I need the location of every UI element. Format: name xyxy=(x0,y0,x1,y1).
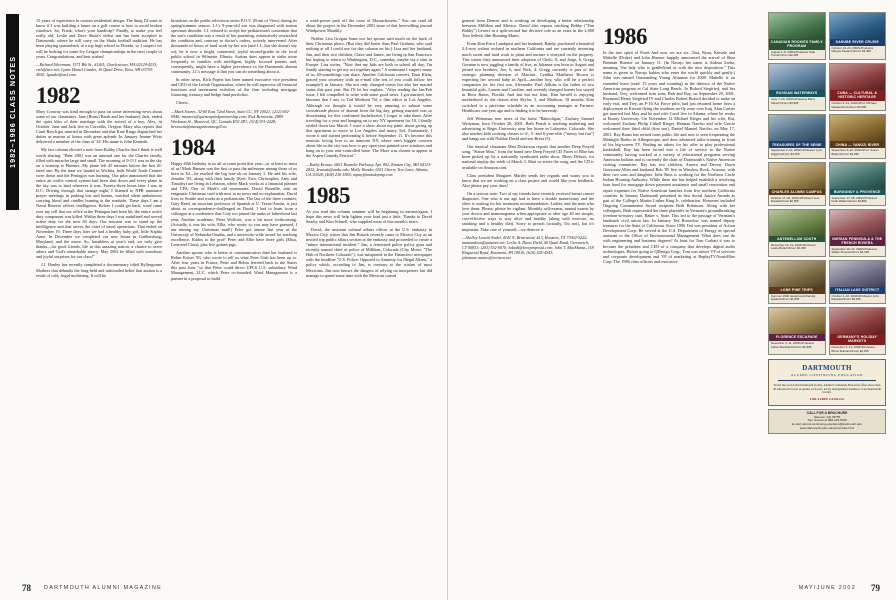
sponsor-subtitle: ALUMNI CONTINUING EDUCATION xyxy=(790,373,864,378)
paragraph: Mary Conway was kind enough to pass on some interesting news about some of our classmates. Jane (Brass) Barth and her husband, Jack, ended the quiet bliss of their marriage with the arrival of a boy, Alex, in October. Jane and Jack live in Corvallis, Oregon. Mary also reports that Carol Resch got married in December and that Kate Ringo dispatched her duties as matron of honor with great aplomb. In January Jeanne Wirtz delivered a member of the class of '24. His name is John Kenneth. xyxy=(36,108,162,145)
ad-tile[interactable] xyxy=(768,12,826,60)
ad-title: CUBA — CULTURAL & HISTORIC HERITAGE xyxy=(830,90,886,101)
ad-caption: October 1–10, 2002\nProfessor John Rassias\nFrom $3,395 xyxy=(831,294,879,302)
column-signature: —Mark Soares, 32-60 East 72nd Street, Suite CC, NY 10021; (212) 692-0946; msoares@questcapitalpartnership.com; Rick Berzowitz, 2889 Workman St., Montreal, QC, Canada H3J 2P1; (514) 931-2428; berzowitz@managementmcgill.ca xyxy=(171,108,290,129)
ad-title: LONE PINE TRIPS xyxy=(769,287,825,294)
page-number-right: 79 xyxy=(871,583,880,593)
ad-image xyxy=(830,163,886,189)
ad-tile[interactable] xyxy=(768,260,826,304)
year-heading-1984: 1984 xyxy=(171,134,215,160)
paragraph: 15 years of experience in custom residential design. The thing I'd want to know if I was building a home on a golf course is how to avoid broken windows. So, Frank, what's your handicap? Finally, to make you feel really old, Leslie and Dave Shula's oldest son has been accepted to Dartmouth, where he will carry on the Shula football tradition. He has been playing quarterback at a top high school in Florida, so I suspect we will be looking for some Ivy League championships in the next couple of years. Congratulations, and best wishes! xyxy=(36,18,162,59)
ad-tile[interactable] xyxy=(768,63,826,111)
ad-caption: August 1–8, 2002\nProfessor Dale Turner\nFrom $2,295 xyxy=(771,50,816,58)
text-column-3 xyxy=(306,18,432,284)
ad-image xyxy=(769,64,825,90)
ad-title: FLORENCE ESCAPADE xyxy=(769,334,825,341)
ad-image xyxy=(769,115,825,141)
ad-tile[interactable] xyxy=(768,307,826,355)
ad-image xyxy=(830,13,886,39)
promo-line-4[interactable]: www.dartmouth.edu/~alumnice/trips.html xyxy=(799,425,855,430)
paragraph: a wind-power park off the coast of Massachusetts." You can read all about the project in the December 2001 issue of that best-selling journal Windpower Monthly. xyxy=(306,18,432,34)
ad-image xyxy=(830,115,886,141)
ad-caption: December 5–13, 2002\nProfessor Bruce Duncan\nFrom $2,195 xyxy=(831,345,875,353)
ad-tile[interactable] xyxy=(829,260,887,304)
ad-caption: September 10–23, 2002\nProfessor Walter Simons\nFrom $4,195 xyxy=(831,246,878,255)
paragraph: Neither Lisa Grogan Sams nor her spouse said much on the back of their Christmas photo. (But they did better than Paul Graham, who said nothing at all I could use for this column on his.) Lisa and her husband, Jim, and their two children, Claire and James, are living in San Francisco but hoping to return to Washington, D.C., someday, maybe via a stint in Europe. Lisa writes, "Now that my kids are both in school all day, I'm finally starting to get my act together again." A sentiment I suspect many of us 40-somethings can share. Another California convert, Dani Klein, graced your secretary with an e-mail (the rest of you could follow her example!) in January. She not only changed coasts but also her marital status this past year. But I'll let her explain. "After reading the Jan/Feb issue, I felt compelled to write with some good news. I got married, late bloomer that I am, to Tod Modisett '94, a film editor in Los Angeles. Although we thought it would be very amusing to submit some crossdecade photos of alumni from the big day, getting married was so disorienting for this confirmed bachelorette, I forgot to take them. After traveling for a year and hanging on to my NY apartment for 10, I finally settled down last March. I wore a show about my panic about giving up that apartment to move to Los Angeles and marry Tod. Fortunately, I wrote it and started performing it before September 11. It's become this neurotic loving love to an innocent NY, where one's biggest concern about life in the city was how to pry open your painted-over windows and hang on to your rent-controlled lease. The More was chosen to appear at the Aspen Comedy Festival." xyxy=(306,36,432,159)
footer-publication-name: DARTMOUTH ALUMNI MAGAZINE xyxy=(44,585,163,591)
year-heading-1985: 1985 xyxy=(306,182,350,208)
ad-title: CHARLES ALUMNI CAMPUS xyxy=(769,189,825,196)
sponsor-brand: DARTMOUTH xyxy=(802,364,852,373)
year-heading-1986: 1986 xyxy=(603,24,647,49)
text-column-1 xyxy=(36,18,162,284)
page-right xyxy=(448,0,896,600)
ad-title: DANUBE RIVER CRUISE xyxy=(830,39,886,46)
ad-tile[interactable] xyxy=(768,209,826,257)
ad-image xyxy=(769,261,825,287)
column-signature: —Shelley Leavitt Nadel, 4141 N. Briarwood, #13, Houston, TX 77002-5222; mamandson@quistnet.net; Leslie A. Davis Diehl, 46 Quail Road, Greenwich, CT 06831; (203) 532-0070; bdaidi@loveproposal.com; John T. MacManus, 118 Ringwood Road, Rosemont, PA 19010; (610) 525-4541; johntmac.manus@verizon.net xyxy=(462,234,594,260)
ad-tile[interactable] xyxy=(829,162,887,206)
sponsor-cta[interactable]: FOR A FREE CATALOG xyxy=(809,396,845,401)
ad-image xyxy=(769,210,825,236)
ad-tile[interactable] xyxy=(768,114,826,158)
promo-line-1: Hanover, NH 03755 xyxy=(813,414,841,419)
ad-grid xyxy=(768,12,886,355)
promo-line-3: E-mail: alumni.continuing.education@dartmouth.edu xyxy=(792,422,862,427)
paragraph: Happy 40th birthday to us all at some point this year—or at least to most of us! Mark Hansen was the first to pass the milestone among those of us born in '62—he reached the big four-oh on January 1. He and his wife, Jennifer '85, along with their family (Keri, Erin, Christopher, Amy and Timothy) are living in Lebanon, where Mark works as a financial planner and CPA. One of Mark's old roommates, David Brunelle, sent an enigmatic Christmas card with next to no news and no explanation. David lives in Seattle and works as a pediatrician. The last of the three roomies, Gary Reed, an associate professor of Spanish at U. Texas-Austin, is just about as correspondence-challenged as David. I had to learn from a colleague at a conference that Cory too joined the ranks of fatherhood last year. Another academic, Peter Wollcott, was a bit more forthcoming. (Actually, it was his wife, Ellie, who wrote; so you may have guessed, I am mining my Christmas mail!) Peter got tenure last year at the University of Nebraska-Omaha, and a university-wide award for teaching excellence. Kudos to the prof! Peter and Ellie have three girls (Elisa, Lena and Clara), plus five guinea pigs. xyxy=(171,160,297,247)
ad-caption: October 17–26, 2002\nProfessor Jere Daniell\nFrom $2,695 xyxy=(771,195,820,203)
ad-caption: December 14–21, 2002\nProfessor Leslie Butler\nFrom $2,495 xyxy=(771,242,816,251)
ad-title: GERMANY'S HOLIDAY MARKETS xyxy=(830,334,886,345)
ad-image xyxy=(830,308,886,334)
ad-title: RUSSIAN WATERWAYS xyxy=(769,90,825,97)
paragraph: In other news, Rich Popert has been named executive vice president and CEO of the Lefrak Organization, where he will supervise all financial functions and investment activities of the firm including mortgage financing, treasury and hedge fund portfolios. xyxy=(171,77,297,98)
ad-image xyxy=(830,210,886,236)
ad-caption: November 3–11, 2002\nProfessor Adrian Randolph\nFrom $2,995 xyxy=(771,341,815,349)
promo-headline: CALL FOR A BROCHURE xyxy=(806,411,848,416)
ad-tile[interactable] xyxy=(829,307,887,355)
ad-caption: September 2–10, 2002\nProfessor Lynn Higgins\nFrom $3,195 xyxy=(771,148,823,156)
paragraph: In the true spirit of Poets And now we are six...Tara, Ryan, Kinsale and Mabelle (Drake) and John Huester happily announced the arrival of Shea Brennan Huester on January 11. (In Navajo her name is Asdzaa Jooba, meaning "the lady who is gentle/kind or with the nice disposition." This name is given to Navajo babies who enter the world quickly and gently.) John was named Outstanding Young Alumnus for 2000. Mabelle is on extended leave (read: 15 years and counting) as the director of the Native American program at Cal State Long Beach. Jo Buford Siegfried, and her husband, Trey, welcomed twin sons, Bob and Ray, on September 29, 2001. Raymond Henry Siegfried IV and Charles Robert Buford decided to make an early exit, and Trey, an F-16 Air Force pilot, had just returned home from a deployment in Kuwait flying the southern no-fly zone over Iraq. Alan Cartier got married last May and he and wife Carol live in Atlanta, where he works at Emory University. On November 12 Michael Rieger and his wife, Rai, welcomed Zachary Philip Cabell Rieger. Herman Narcho and wife Gracie welcomed their third child (first son), Daniel Manuel Narcho, on May 17, 2001. Ray Burns has retired from public life and now is seen frequenting the Midnight Rodeo in Albuquerque, and does advanced tailor-training in front of his big-screen TV. Finding no takers for his offer to play professional basketball, Ray has been forced into a life of service to the Native community, having worked at a variety of educational programs serving American Indians and is currently the chair of Dartmouth's Native American visiting committee. Ray has two children, Aurora and Devon. Dawn Gouvreau-Allen and husband Bob '85 live in Winslow Rock, Arizona, with their two sons and daughter. Julie Russ is working for the Northern Circle Indian Housing Authority. While there she has helped establish a revolving loan fund for mortgage down payment assistance and small renovation and repair expenses for Native American families from five northern California counties. In January Dartmouth presented its first Social Justice Awards as part of the College's Martin Luther King Jr. celebration. Honorees included Ongoing Commitment Award recipient Beth Robinson. Along with her colleagues, Beth represented the three plaintiffs in Vermont's groundbreaking freedom-to-marry case, Baker v. State. This led to the passage of Vermont's landmark civil union law. In January Ted Brussilow was named deputy treasurer for the State of California. Since 1996 Ted was president of Action Development Corp. He served at the U.S. Department of Energy as special assistant to the Office of Environmental Management. What does one do with engineering and business degrees? At least for Tom Carhart it was to become the president and CEO of a company that develops digital audio technologies. Before going to QDesign Corp., Tom was senior VP of services and corporate development and VP of marketing at ReplayTV/SonicBlue Corp. The 1986 class officers and executive xyxy=(603,50,735,264)
paragraph: J.J. Hanley has recently completed a documentary titled Byllesgrame Mothers that debunks the long-held and unfounded belief that autism is a result of cold, frigid mothering. It will be xyxy=(36,262,162,278)
page-number-left: 78 xyxy=(22,583,31,593)
footer-issue-date: MAY/JUNE 2002 xyxy=(798,585,856,591)
paragraph: Cheers. xyxy=(176,100,189,106)
sponsor-body: Travel the world with Dartmouth faculty. Alumni Continuing Education offers more than 30 educational travel programs each year, led by distinguished members of the Dartmouth faculty. xyxy=(772,383,882,395)
ad-caption: September 17–28, 2002\nProfessor Keith Walker\nFrom $3,895 xyxy=(831,195,878,203)
text-column-5 xyxy=(603,18,735,267)
ad-image xyxy=(769,163,825,189)
ad-image xyxy=(830,64,886,90)
ad-image xyxy=(830,261,886,287)
promo-line-2: Tour Greece at 888-228-6068 xyxy=(807,418,847,423)
paragraph: David, the assistant cultural affairs officer at the U.S. embassy in Mexico City, writes that Jim Burack recently came to Mexico City as an invited trip public affairs section at the embassy and proceeded to create a "minor international incident." Jim, a renowned police policy guru and recently named chief of police of Milliken, Colorado (City Motto: "The Hub of Northern Colorado"), was misquoted in the Financiero newspaper with the headline "U.S. Police: Opposed to Amnesty for Illegal Aliens," a policy which, according to Jim, is contrary to the wishes of most Mexicans. Jim now knows the dangers of relying on interpreters but did manage to spend some time with the Mexican consul xyxy=(306,226,432,278)
paragraph: On a serious note: Two of my friends have recently received breast cancer diagnoses. One who is our age had to have a double mastectomy and the other is waiting for her treatment recommendation. Ladies, and the men who love them: Please, please be vigilant. Monthly self-exams, annual exams by your doctor and mammograms when appropriate or after age 40 are simple, cost-effective ways to stay alive and healthy (along with exercise, no smoking and a healthy diet). Sorry to preach (actually, I'm not), but it's important. Take care of yourself—we deserve it. xyxy=(462,190,594,232)
column-signature: —Kathy Krause, 6821 Roanoke Parkway, Apt. 802, Kansas City, MO 64113-2822; kraussk@umkc.edu; Molly Wonder, 6511 Cherry Tree Lane, Atlanta, GA 30328; (404) 236-1855; mpmy@mundopmg.com xyxy=(306,161,432,177)
paragraph: Class president Margaret Marder sends her regards and wants you to know that we are working on a class project and would like your feedback. Also please pay your dues! xyxy=(462,172,594,188)
paragraph: broadcast on the public television series P.O.V. (Point of View) during its spring/summer season. J.J.'s 9-year-old son was diagnosed with autism spectrum disorder. J.J. refused to accept her pediatrician's contention that the son's condition was a result of her parenting, exhaustively researched the condition and, contrary to doctor's orders, actively intervened. After thousands of hours of hard work by her son (and J.J., but she doesn't say so), he is now a bright, connected, joyful second-grader in the local public school in Wilmette, Illinois. Autism does appear to strike more frequently in families with intelligent, highly focused parents and, consequently, might have a higher prevalence in the Dartmouth alumni community. J.J.'s message is that you can do something about it. xyxy=(171,18,297,74)
paragraph: general from Denver and is working on developing a better relationship between Milliken and Mexico. David also reports catching Bobby ("Fun Bobby") Lewert in a split-second but decisive role as an extra in the 2,000 Tom Selleck film Running Mates. xyxy=(462,18,594,39)
ad-image xyxy=(769,308,825,334)
ad-title: BURGUNDY & PROVENCE xyxy=(830,189,886,196)
ad-tile[interactable] xyxy=(829,63,887,111)
ad-title: ANTEBELLUM SOUTH xyxy=(769,236,825,243)
class-notes-side-tab: 1982–1986 CLASS NOTES xyxy=(6,14,19,210)
ad-tile[interactable] xyxy=(768,162,826,206)
paragraph: Our musical classmate Matt Dickerson reports that another Deep Freyed song, "Statue Man," from the brand new Deep Freyed CD Faces of Blue has been picked up by a nationally syndicated radio show, Blues Deluxe, for national airplay the week of March 3. Matt co-wrote the song, and the CD is available on Amazon.com. xyxy=(462,144,594,170)
ad-caption: Summer 2002 departures\nFaculty leaders\nFrom $1,895 xyxy=(771,294,816,302)
ad-caption: September 5–20, 2002\nProf. Susan Blader\nFrom $4,295 xyxy=(831,148,879,156)
ad-tile[interactable] xyxy=(829,114,887,158)
text-column-2 xyxy=(171,18,297,284)
paragraph: As you read this column summer will be beginning in earnest/again. I hope this news will help lighten your load just a little. Thanks to David Searby and Kim Schnell, who supplied most of this month's news. xyxy=(306,208,432,224)
ad-tile[interactable] xyxy=(829,209,887,257)
ad-caption: June 7–20, 2002\nProfessor Barry Scherr\nFrom $3,995 xyxy=(771,97,816,105)
year-heading-1982: 1982 xyxy=(36,82,80,108)
sponsor-ad[interactable] xyxy=(768,359,886,405)
divider xyxy=(778,380,876,381)
paragraph: Another spouse who is better at communication than her husband is Robin Kaiser '83, who wrote to tell us what Peter Gish has been up to. After four years in France, Peter and Robin ferreted back to the States this past June "so that Peter could direct UPCS U.S. subsidiary Wind Management, LLC, which Peter co-founded. Wind Management is a partner in a proposal to build xyxy=(171,250,297,281)
paragraph: My last column elicited a note from Bobby Charles that I think is well worth sharing: "Bear 2001 was an unusual one for the Charles family, filled with miracles large and small. The morning of 9-11 I was in the sky on a nonstop to Phoenix. My plane left 45 minutes before the first ill-fated one. By the time we landed in Wichita, both World Trade Centers were down and the Pentagon was burning. Our pilot announced that the entire air traffic control system had been shut down and every plane in the sky was to land wherever it was. Twenty-three hours later I was in D.C. Driving through that strange night, I listened to NPR announce prayer meetings in parking lots and homes, watched silent ambulances carrying blood and candles burning at the roadside. These days I am a Naval Reserve officer, intelligence. Before I could get back, word came over my cell that our office at the Pentagon had been hit; the entire active duty component was killed. Within three days I was mobilized and served active duty for the next 60 days. Our mission was to stand up the intelligence unit that serves the chief of naval operations. That ended on November 19. Three days later we had a healthy baby girl, little Sophia Anne. In December we completed our new house in Gaithersburg, Maryland, and the move. So, breathless at year's end, we truly give thanks—for good friends, life in this amazing nation, a chance to serve others and God's remarkable mercy. May 2002 be filled with wondrous and joyful surprises for our class!" xyxy=(36,147,162,260)
ad-title: ITALIAN LAKE DISTRICT xyxy=(830,287,886,294)
advertisement-rail xyxy=(768,12,886,572)
ad-caption: October 13–24, 2002\nProfessor Marysa Navarro\nFrom $3,495 xyxy=(831,46,874,54)
ad-title: CANADIAN ROCKIES FAMILY PROGRAM xyxy=(770,40,823,49)
column-signature: —Richard Silverman, 1571 Bik St., #1265, Charlestown, MA 02129-4233; rsilv@ttcs.net; Lynne Hamel Gaudet, 10 Quail Drive, Etna, NH 03750-4050; lgaudet@aol.com xyxy=(36,61,158,77)
paragraph: From Kim Erica Lundquist and her husband, Randy, purchased a beautiful 2.4-acre walnut orchard in northern California and are currently inventing much sweat and hard work to plant and nurture a vineyard on the property. This winter they announced their adoption of Chelo, 8, and Jorge, 6. Gregg Gorman is now juggling a family of five, as Julianna was born in August and joined two brothers, Joe, 6, and Nick, 4. Gregg currently is part of the strategic planning division of Marriott. Cynthia Matthews Brown is expecting her second baby in April—another boy, who will be a perfect companion for her first son, Alexander. Paul Adkins is the father of two beautiful girls, Lauren and Caroline, and recently changed homes but stayed in Boca Raton, Florida. And last but not least, Kim herself is enjoying motherhood as she chases after Skylar, 3, and Madison, 18 months. Kim switched to a part-time schedule as an accounting manager at Partners Healthcare one year ago and is finding it to be heavenly. xyxy=(462,41,594,113)
ad-caption: October 6–13, 2002\nProf. Michael Mastanduno\nFrom $2,995 xyxy=(831,101,877,109)
ad-title: IBERIAN PENINSULA & THE FRENCH RIVIERA xyxy=(830,236,886,247)
ad-tile[interactable] xyxy=(829,12,887,60)
ad-image xyxy=(769,13,825,39)
ad-title: TREASURES OF THE SEINE xyxy=(769,141,825,148)
promo-block[interactable] xyxy=(768,409,886,434)
text-column-4 xyxy=(462,18,594,267)
ad-title: CHINA — YANGZI RIVER xyxy=(830,141,886,148)
paragraph: Jeff Weitzman sent news of the latest "Bahooligan," Zachary Samuel Weitzman, born October 28, 2001. Beth Parish is teaching marketing and advertising at Regis University near her home in Lafayette, Colorado. She also teaches kids cooking classes to 4-, 5- and 6-year-olds ("messy but fun") and hangs out with Nubbie David and son Brent (5). xyxy=(462,115,594,142)
